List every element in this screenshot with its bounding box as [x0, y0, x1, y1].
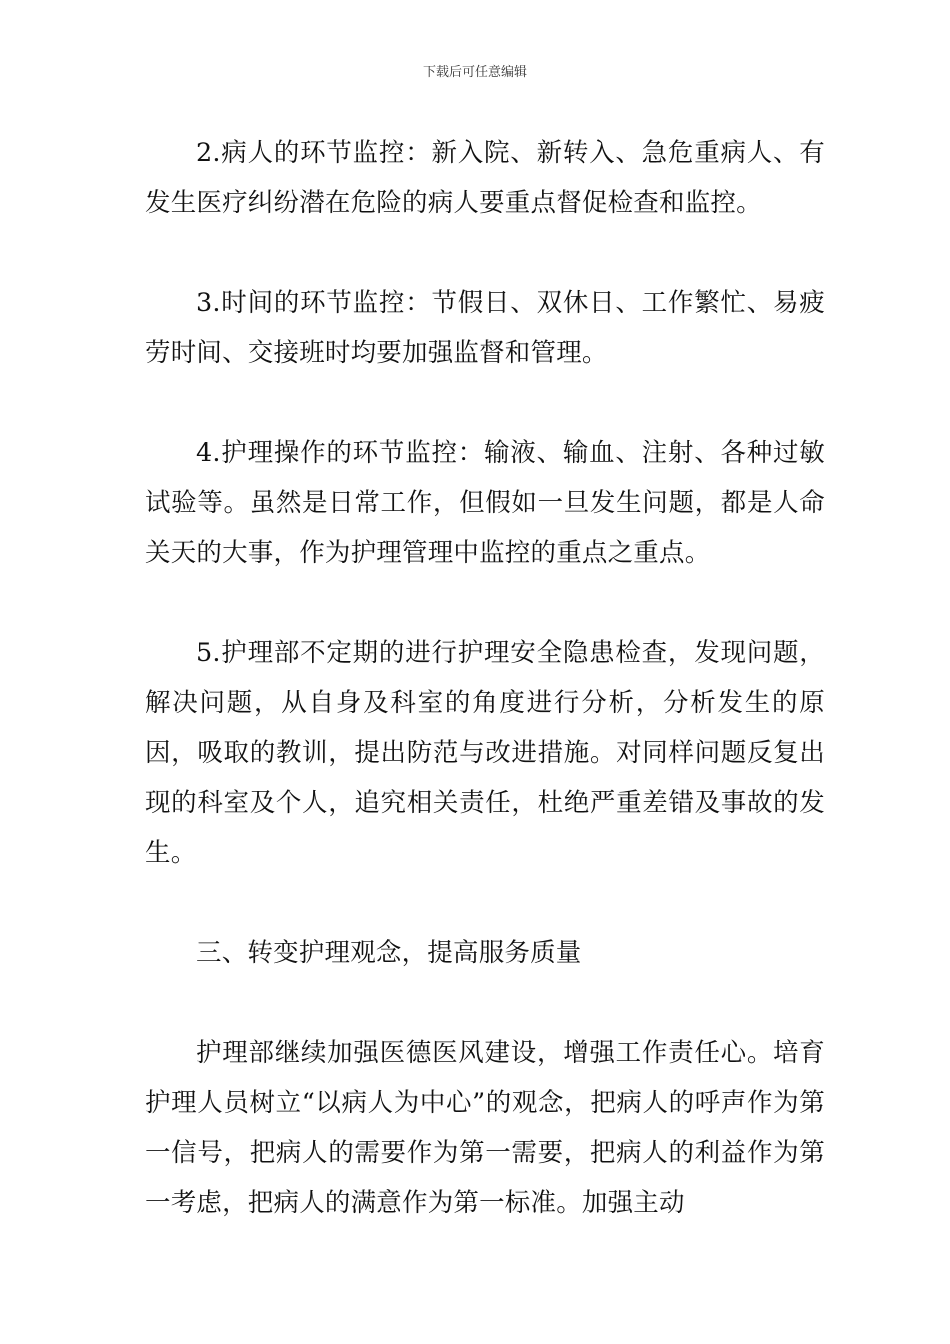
paragraph-gap — [145, 878, 825, 928]
paragraph-safety-inspection: 5.护理部不定期的进行护理安全隐患检查，发现问题，解决问题，从自身及科室的角度进行分析，分析发生的原因，吸取的教训，提出防范与改进措施。对同样问题反复出现的科室及个人，追究相关责任，杜绝严重差错及事故的发生。 — [145, 638, 825, 868]
section-heading: 三、转变护理观念，提高服务质量 — [196, 938, 582, 968]
paragraph-gap — [145, 378, 825, 428]
paragraph-service-quality: 护理部继续加强医德医风建设，增强工作责任心。培育护理人员树立“以病人为中心”的观念，把病人的呼声作为第一信号，把病人的需要作为第一需要，把病人的利益作为第一考虑，把病人的满意作为第一标准。加强主动 — [145, 1038, 825, 1218]
paragraph-gap — [145, 578, 825, 628]
paragraph-time-monitoring: 3.时间的环节监控：节假日、双休日、工作繁忙、易疲劳时间、交接班时均要加强监督和管理。 — [145, 288, 825, 368]
page-header-note: 下载后可任意编辑 — [422, 65, 527, 80]
paragraph-gap — [145, 978, 825, 1028]
paragraph-patient-monitoring: 2.病人的环节监控：新入院、新转入、急危重病人、有发生医疗纠纷潜在危险的病人要重点督促检查和监控。 — [145, 138, 825, 218]
paragraph-operation-monitoring: 4.护理操作的环节监控：输液、输血、注射、各种过敏试验等。虽然是日常工作，但假如一旦发生问题，都是人命关天的大事，作为护理管理中监控的重点之重点。 — [145, 438, 825, 568]
document-body — [145, 128, 825, 1228]
paragraph-gap — [145, 228, 825, 278]
